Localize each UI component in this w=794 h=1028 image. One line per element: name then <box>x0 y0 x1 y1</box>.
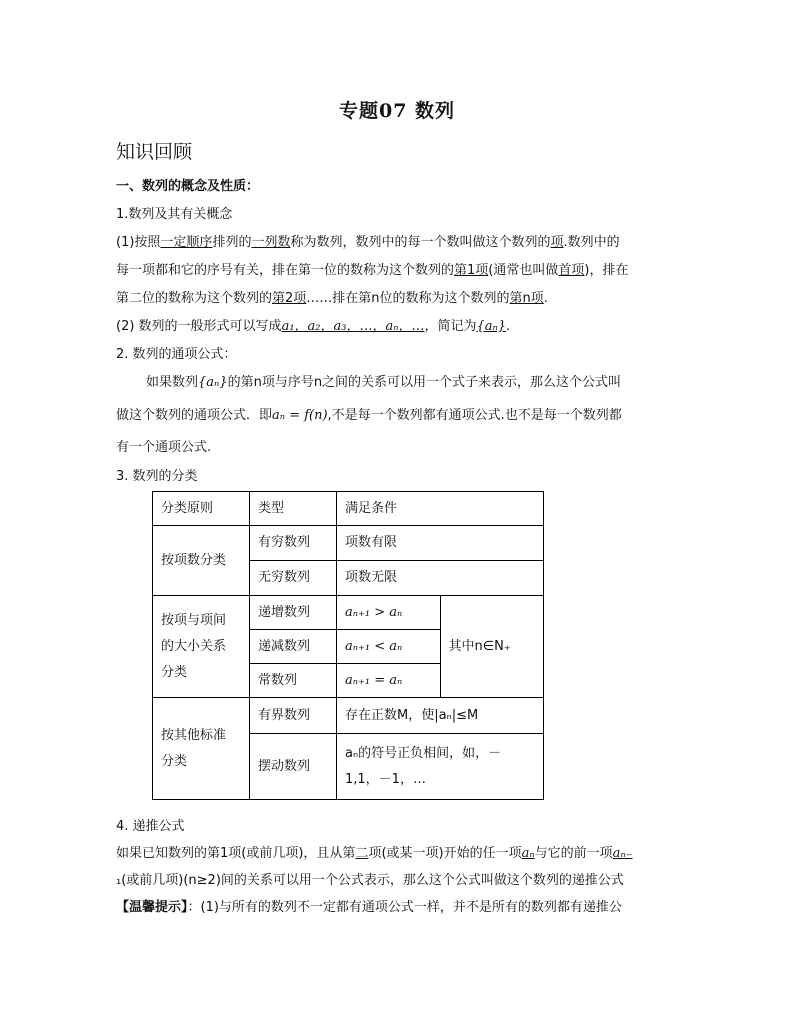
text-run: 做这个数列的通项公式．即 <box>116 408 273 423</box>
table-condition-cell: 项数无限 <box>337 561 544 596</box>
underlined-term: aₙ <box>521 846 535 861</box>
math-expression: {aₙ} <box>198 375 228 390</box>
text-run: 每一项都和它的序号有关，排在第一位的数称为这个数列的 <box>116 263 455 278</box>
table-type-cell: 递减数列 <box>250 630 337 664</box>
table-header-row <box>153 492 544 526</box>
table-row <box>153 698 544 734</box>
item4-paragraph-line1 <box>116 842 633 861</box>
underlined-term: 项 <box>550 235 564 250</box>
item2-heading: 2. 数列的通项公式： <box>116 347 237 362</box>
table-type-cell: 有界数列 <box>250 698 337 734</box>
text-run: 称为数列，数列中的每一个数叫做这个数列的 <box>290 235 551 250</box>
table-condition-cell <box>337 734 544 800</box>
table-type-cell: 无穷数列 <box>250 561 337 596</box>
text-run: )，排在 <box>584 263 629 278</box>
table-principle-cell <box>153 596 250 698</box>
text-run: ,不是每一个数列都有通项公式.也不是每一个数列都 <box>327 408 622 423</box>
condition-line: aₙ的符号正负相间，如，－ <box>345 745 502 761</box>
underlined-term: 二 <box>355 846 369 861</box>
text-run: 与它的前一项 <box>534 846 613 861</box>
item2-text-line1 <box>146 371 621 390</box>
text-run: 项(或某一项)开始的任一项 <box>368 846 522 861</box>
item1-paragraph-line3 <box>116 287 548 306</box>
tip-line <box>116 896 622 915</box>
underlined-term: 一定顺序 <box>160 235 213 250</box>
principle-line: 分类 <box>161 753 188 769</box>
underlined-term: {aₙ} <box>476 319 507 334</box>
text-run: ……排在第n位的数称为这个数列的 <box>306 291 510 306</box>
item1-paragraph-line4 <box>116 315 510 334</box>
text-run: (通常也叫做 <box>488 263 559 278</box>
text-run: 的第n项与序号n之间的关系可以用一个式子来表示，那么这个公式叫 <box>227 375 622 390</box>
table-condition-cell: 存在正数M，使|aₙ|≤M <box>337 698 544 734</box>
table-condition-cell: aₙ₊₁ > aₙ <box>337 596 441 630</box>
item2-text-line2 <box>116 404 622 423</box>
table-header-cell: 满足条件 <box>337 492 544 526</box>
principle-line: 按其他标准 <box>161 727 227 743</box>
page-title: 专题07 数列 <box>338 100 456 122</box>
table-type-cell: 摆动数列 <box>250 734 337 800</box>
table-principle-cell <box>153 698 250 800</box>
section-heading: 知识回顾 <box>116 141 193 163</box>
item4-paragraph-line2: ₁(或前几项)(n≥2)间的关系可以用一个公式表示，那么这个公式叫做这个数列的递推公式 <box>116 873 624 888</box>
part1-heading: 一、数列的概念及性质： <box>116 179 260 194</box>
underlined-term: 一列数 <box>251 235 291 250</box>
table-header-cell: 分类原则 <box>153 492 250 526</box>
condition-line: 1,1，－1，… <box>345 771 426 787</box>
underlined-term: aₙ₋ <box>612 846 633 861</box>
item1-paragraph-line1 <box>116 231 620 250</box>
table-condition-cell: aₙ₊₁ = aₙ <box>337 664 441 698</box>
table-header-cell: 类型 <box>250 492 337 526</box>
item4-heading: 4. 递推公式 <box>116 819 185 834</box>
item3-heading: 3. 数列的分类 <box>116 469 198 484</box>
underlined-term: 首项 <box>558 263 585 278</box>
item1-heading: 1.数列及其有关概念 <box>116 207 233 222</box>
table-row <box>153 526 544 561</box>
tip-text: ：(1)与所有的数列不一定都有通项公式一样，并不是所有的数列都有递推公 <box>187 900 622 915</box>
tip-label: 【温馨提示】 <box>116 900 188 915</box>
math-expression: aₙ = f(n) <box>272 408 328 423</box>
item1-paragraph-line2 <box>116 259 628 278</box>
table-condition-cell: 项数有限 <box>337 526 544 561</box>
table-type-cell: 递增数列 <box>250 596 337 630</box>
text-run: (1)按照 <box>116 235 161 250</box>
text-run: ，简记为 <box>424 319 477 334</box>
text-run: 第二位的数称为这个数列的 <box>116 291 273 306</box>
text-run: . <box>543 291 548 306</box>
table-principle-cell: 按项数分类 <box>153 526 250 596</box>
underlined-term: 第1项 <box>454 263 489 278</box>
table-row <box>153 596 544 630</box>
classification-table <box>152 491 544 800</box>
text-run: .数列中的 <box>563 235 620 250</box>
text-run: 排列的 <box>212 235 252 250</box>
underlined-term: a₁，a₂，a₃，…，aₙ，… <box>281 319 425 334</box>
table-note-cell: 其中n∈N₊ <box>440 596 544 698</box>
text-run: 如果数列 <box>146 375 199 390</box>
principle-line: 的大小关系 <box>161 638 227 654</box>
table-type-cell: 有穷数列 <box>250 526 337 561</box>
underlined-term: 第2项 <box>272 291 307 306</box>
principle-line: 按项与项间 <box>161 612 227 628</box>
text-run: (2) 数列的一般形式可以写成 <box>116 319 282 334</box>
item2-text-line3: 有一个通项公式. <box>116 440 212 455</box>
table-type-cell: 常数列 <box>250 664 337 698</box>
underlined-term: 第n项 <box>509 291 544 306</box>
principle-line: 分类 <box>161 664 188 680</box>
table-condition-cell: aₙ₊₁ < aₙ <box>337 630 441 664</box>
text-run: 如果已知数列的第1项(或前几项)，且从第 <box>116 846 356 861</box>
text-run: . <box>506 319 511 334</box>
